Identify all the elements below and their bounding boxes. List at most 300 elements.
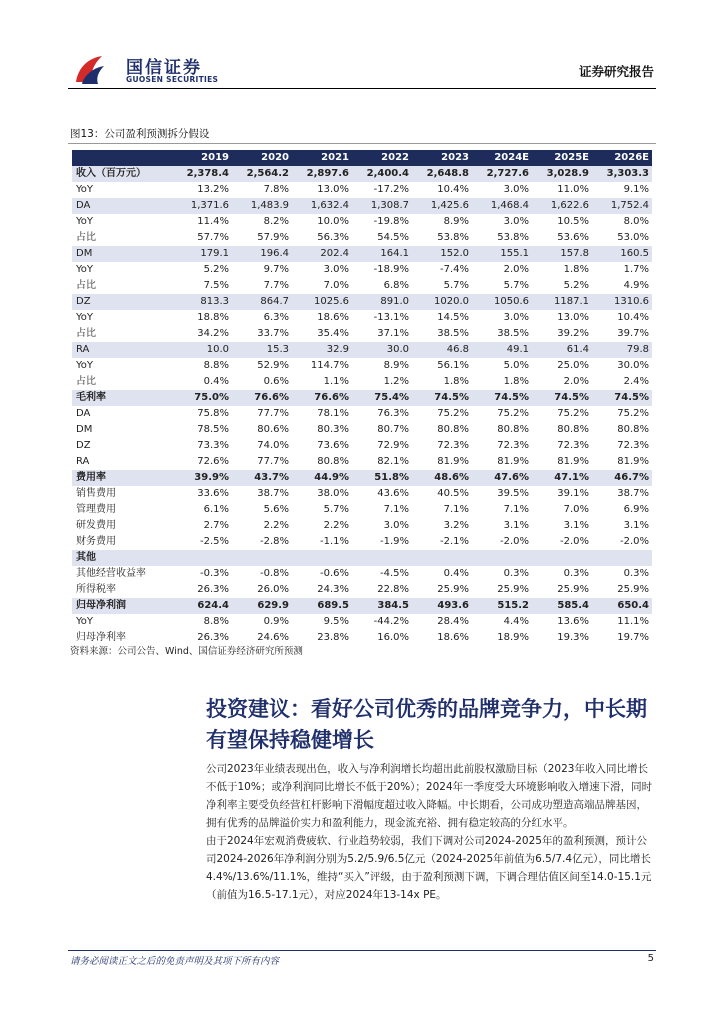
row-label: YoY [76,616,94,627]
row-label: YoY [76,360,94,371]
table-cell: 61.4 [532,342,592,358]
table-cell: 10.4% [437,184,469,195]
table-cell: 179.1 [172,246,232,262]
table-cell: 10.5% [557,216,589,227]
table-cell: 629.9 [232,598,292,614]
table-cell: 56.3% [317,232,349,243]
table-cell: 1.1% [323,376,349,387]
table-cell: 53.8% [437,232,469,243]
table-cell: 3.1% [503,520,529,531]
page-header [0,0,724,100]
table-cell: 0.3% [503,568,529,579]
figure-title: 图13：公司盈利预测拆分假设 [70,128,210,140]
table-row [72,486,652,502]
body-paragraph: 公司2023年业绩表现出色，收入与净利润增长均超出此前股权激励目标（2023年收入同比增长不低于10%；或净利润同比增长不低于20%）；2024年一季度受大环境影响收入增速下滑，同时净利率主要受负经营杠杆影响下滑幅度超过收入降幅。中长期看，公司成功塑造高端品牌基因，拥有优秀的品牌溢价实力和盈利能力，现金流充裕、拥有稳定较高的分红水平。 [206,763,653,829]
body-paragraph: 由于2024年宏观消费疲软、行业趋势较弱，我们下调对公司2024-2025年的盈利预测，预计公司2024-2026年净利润分别为5.2/5.9/6.5亿元（2024-2025年前值为6.5/7.4亿元），同比增长4.4%/13.6%/11.1%，维持“买入”评级，由于盈利预测下调，下调合理估值区间至14.0-15.1元（前值为16.5-17.1元），对应2024年13-14x PE。 [206,835,652,901]
table-cell: 54.5% [377,232,409,243]
table-cell: 24.3% [317,584,349,595]
table-cell: 78.1% [317,408,349,419]
table-cell: 34.2% [197,328,229,339]
footer-divider [68,950,656,951]
table-cell: 52.9% [257,360,289,371]
table-cell: -1.1% [319,536,349,547]
table-cell: 72.6% [197,456,229,467]
table-cell: 1.7% [623,264,649,275]
table-cell: -19.8% [373,216,409,227]
table-cell: 7.5% [203,280,229,291]
table-cell: 39.7% [617,328,649,339]
table-cell: 57.9% [257,232,289,243]
table-cell: 80.3% [317,424,349,435]
table-cell: 164.1 [352,246,412,262]
table-cell: 80.8% [437,424,469,435]
table-header-cell: 2019 [172,150,232,166]
row-label: 毛利率 [72,390,172,406]
table-cell: 515.2 [472,598,532,614]
section-heading: 投资建议：看好公司优秀的品牌竞争力，中长期有望保持稳健增长 [206,697,647,752]
header-divider [68,88,656,89]
table-cell: 38.5% [497,328,529,339]
table-cell: 38.7% [257,488,289,499]
table-cell: 1,752.4 [592,198,652,214]
table-row [72,262,652,278]
table-cell: 2,648.8 [412,166,472,182]
table-cell: 28.4% [437,616,469,627]
table-cell: 157.8 [532,246,592,262]
table-cell: 15.3 [232,342,292,358]
brand-name-en: GUOSEN SECURITIES [126,75,219,84]
table-cell: 30.0% [617,360,649,371]
table-cell: 81.9% [557,456,589,467]
table-cell: 81.9% [497,456,529,467]
table-cell: 26.3% [197,632,229,643]
row-label: YoY [76,264,94,275]
table-cell: 493.6 [412,598,472,614]
row-label: 其他 [72,550,172,566]
table-header-cell: 2023 [412,150,472,166]
table-cell: 46.7% [592,470,652,486]
table-cell: 7.0% [563,504,589,515]
table-cell: 585.4 [532,598,592,614]
table-cell: 7.8% [263,184,289,195]
table-cell: -0.3% [199,568,229,579]
table-cell: 10.4% [617,312,649,323]
table-cell: 25.9% [617,584,649,595]
table-cell: 7.1% [443,504,469,515]
table-cell: 1.8% [503,376,529,387]
table-cell: 47.6% [472,470,532,486]
table-row [72,374,652,390]
table-cell: 80.6% [257,424,289,435]
table-cell: 32.9 [292,342,352,358]
table-cell: 2.4% [623,376,649,387]
table-cell: 73.6% [317,440,349,451]
table-cell: 864.7 [232,294,292,310]
row-label: DZ [72,294,172,310]
table-row [72,566,652,582]
table-row [72,422,652,438]
table-cell: -0.6% [319,568,349,579]
table-cell: 78.5% [197,424,229,435]
table-cell: 80.8% [497,424,529,435]
table-cell: 81.9% [617,456,649,467]
table-cell: 18.6% [437,632,469,643]
table-row [72,518,652,534]
table-cell: 19.7% [617,632,649,643]
table-cell: 23.8% [317,632,349,643]
table-cell: 7.0% [323,280,349,291]
table-cell: 2,564.2 [232,166,292,182]
table-cell: 5.0% [503,360,529,371]
table-cell: 25.0% [557,360,589,371]
figure-source: 资料来源：公司公告、Wind、国信证券经济研究所预测 [70,646,303,657]
table-cell: 75.0% [172,390,232,406]
table-cell: 77.7% [257,408,289,419]
table-row [72,438,652,454]
row-label: DM [76,424,93,435]
table-cell: -44.2% [373,616,409,627]
table-cell: 7.7% [263,280,289,291]
table-row [72,598,652,614]
table-header-cell: 2022 [352,150,412,166]
forecast-table [72,150,652,646]
table-body [72,166,652,646]
row-label: YoY [76,216,94,227]
table-row [72,502,652,518]
table-header-cell: 2025E [532,150,592,166]
table-row [72,198,652,214]
table-cell: 30.0 [352,342,412,358]
table-cell: 72.3% [437,440,469,451]
table-cell: 1310.6 [592,294,652,310]
table-row [72,278,652,294]
table-cell: 2,400.4 [352,166,412,182]
table-cell: 11.4% [197,216,229,227]
table-cell: 56.1% [437,360,469,371]
table-cell: 114.7% [310,360,349,371]
row-label: 销售费用 [76,488,116,499]
row-label: 占比 [76,280,96,291]
table-cell: 5.7% [323,504,349,515]
table-cell: 81.9% [437,456,469,467]
table-cell: 37.1% [377,328,409,339]
row-label: 归母净利率 [76,632,126,643]
table-cell: 74.5% [472,390,532,406]
table-cell: 5.7% [503,280,529,291]
table-cell: 0.6% [263,376,289,387]
table-cell: 22.8% [377,584,409,595]
table-cell: 49.1 [472,342,532,358]
table-cell: 43.6% [377,488,409,499]
table-cell [172,550,232,566]
table-cell: 8.8% [203,360,229,371]
table-cell: 25.9% [557,584,589,595]
table-cell: 8.8% [203,616,229,627]
table-row [72,246,652,262]
table-cell: 9.7% [263,264,289,275]
table-row [72,310,652,326]
table-cell: 3,303.3 [592,166,652,182]
table-row [72,342,652,358]
table-cell: 51.8% [352,470,412,486]
table-cell: 57.7% [197,232,229,243]
table-cell: 7.1% [503,504,529,515]
table-row [72,614,652,630]
table-cell: 38.7% [617,488,649,499]
table-cell: 4.4% [503,616,529,627]
table-cell: 53.6% [557,232,589,243]
table-cell: 26.3% [197,584,229,595]
table-cell: 80.8% [317,456,349,467]
table-cell: 80.7% [377,424,409,435]
table-cell: 160.5 [592,246,652,262]
table-cell: 26.0% [257,584,289,595]
table-cell: 11.1% [617,616,649,627]
page-number: 5 [647,953,654,964]
table-cell [232,550,292,566]
row-label: DM [72,246,172,262]
table-cell: 72.3% [617,440,649,451]
table-cell: 10.0 [172,342,232,358]
table-cell [352,550,412,566]
table-cell: 13.0% [557,312,589,323]
table-cell: 10.0% [317,216,349,227]
table-cell: 2.2% [263,520,289,531]
table-cell: 46.8 [412,342,472,358]
table-cell: 35.4% [317,328,349,339]
table-cell: 9.5% [323,616,349,627]
table-cell: -2.8% [259,536,289,547]
table-cell: 3.1% [563,520,589,531]
table-cell: 39.9% [172,470,232,486]
table-cell: 5.2% [203,264,229,275]
table-cell: -2.5% [199,536,229,547]
table-cell: 44.9% [292,470,352,486]
table-cell: 18.8% [197,312,229,323]
table-cell: -17.2% [373,184,409,195]
table-header-corner [72,150,172,166]
table-cell: 1187.1 [532,294,592,310]
table-cell: 1,622.6 [532,198,592,214]
table-cell: 82.1% [377,456,409,467]
guosen-logo-icon [72,52,108,88]
table-cell: 1020.0 [412,294,472,310]
row-label: 管理费用 [76,504,116,515]
table-cell: 74.5% [592,390,652,406]
table-row [72,294,652,310]
table-header-cell: 2026E [592,150,652,166]
table-row [72,166,652,182]
table-cell: 3,028.9 [532,166,592,182]
table-header-row [72,150,652,166]
table-cell: -1.9% [379,536,409,547]
table-cell: -4.5% [379,568,409,579]
row-label: 归母净利润 [72,598,172,614]
table-row [72,390,652,406]
row-label: DZ [76,440,91,451]
table-row [72,582,652,598]
table-cell: 0.4% [203,376,229,387]
table-cell: 3.0% [383,520,409,531]
table-row [72,406,652,422]
table-cell: 689.5 [292,598,352,614]
table-cell: 2,378.4 [172,166,232,182]
table-cell: 73.3% [197,440,229,451]
table-cell [292,550,352,566]
table-cell: 1.8% [443,376,469,387]
table-cell: 2.0% [503,264,529,275]
table-cell: 4.9% [623,280,649,291]
row-label: RA [76,456,90,467]
table-cell: 13.6% [557,616,589,627]
table-cell: 152.0 [412,246,472,262]
table-cell: 8.9% [443,216,469,227]
table-cell: 2.7% [203,520,229,531]
row-label: YoY [76,312,94,323]
table-cell: 1,308.7 [352,198,412,214]
table-cell: 6.9% [623,504,649,515]
table-cell: 16.0% [377,632,409,643]
table-cell: -2.0% [499,536,529,547]
table-cell: 0.9% [263,616,289,627]
row-label: 费用率 [72,470,172,486]
table-cell: 6.3% [263,312,289,323]
figure-title-divider [68,143,656,144]
table-row [72,550,652,566]
row-label: 收入（百万元） [72,166,172,182]
table-cell: -18.9% [373,264,409,275]
table-cell: 5.6% [263,504,289,515]
table-cell: 2,727.6 [472,166,532,182]
table-cell: 40.5% [437,488,469,499]
table-cell: 6.8% [383,280,409,291]
table-cell: 8.2% [263,216,289,227]
table-cell: 25.9% [437,584,469,595]
table-row [72,454,652,470]
table-cell: 3.2% [443,520,469,531]
table-cell: 813.3 [172,294,232,310]
table-cell: 47.1% [532,470,592,486]
table-cell [412,550,472,566]
row-label: 研发费用 [76,520,116,531]
table-cell: 74.0% [257,440,289,451]
brand-name-cn: 国信证券 [126,58,202,78]
table-cell: 72.9% [377,440,409,451]
table-cell: 1.2% [383,376,409,387]
table-cell: 33.7% [257,328,289,339]
table-cell: 155.1 [472,246,532,262]
table-cell: -13.1% [373,312,409,323]
table-cell: 75.2% [617,408,649,419]
row-label: 其他经营收益率 [76,568,146,579]
table-cell: 1,371.6 [172,198,232,214]
table-cell: 48.6% [412,470,472,486]
table-cell: 18.6% [317,312,349,323]
table-cell: 3.1% [623,520,649,531]
table-cell: 79.8 [592,342,652,358]
table-row [72,358,652,374]
table-cell: 77.7% [257,456,289,467]
table-cell: 3.0% [503,312,529,323]
table-header-cell: 2021 [292,150,352,166]
table-row [72,182,652,198]
table-cell: 0.3% [563,568,589,579]
table-cell: 25.9% [497,584,529,595]
table-cell: 33.6% [197,488,229,499]
table-cell: 39.1% [557,488,589,499]
table-cell: 196.4 [232,246,292,262]
table-cell: 19.3% [557,632,589,643]
table-header-cell: 2020 [232,150,292,166]
table-cell: 75.8% [197,408,229,419]
table-cell [592,550,652,566]
table-cell: 75.2% [497,408,529,419]
table-cell: 650.4 [592,598,652,614]
table-cell: 7.1% [383,504,409,515]
table-cell: 2.2% [323,520,349,531]
table-cell: 43.7% [232,470,292,486]
table-cell: 75.2% [557,408,589,419]
row-label: 占比 [76,328,96,339]
table-cell: 38.0% [317,488,349,499]
table-row [72,214,652,230]
table-row [72,326,652,342]
table-cell: 1,468.4 [472,198,532,214]
table-cell: 3.0% [323,264,349,275]
table-cell: 1025.6 [292,294,352,310]
table-cell: 74.5% [412,390,472,406]
table-cell: 0.4% [443,568,469,579]
table-cell [532,550,592,566]
table-cell: 1,632.4 [292,198,352,214]
table-cell: 72.3% [557,440,589,451]
table-cell: 72.3% [497,440,529,451]
table-row [72,470,652,486]
table-cell: 5.2% [563,280,589,291]
table-cell: 0.3% [623,568,649,579]
table-cell: 53.8% [497,232,529,243]
table-cell: 3.0% [503,184,529,195]
row-label: 占比 [76,232,96,243]
table-cell: 384.5 [352,598,412,614]
table-cell: 18.9% [497,632,529,643]
row-label: 财务费用 [76,536,116,547]
table-cell: -2.1% [439,536,469,547]
section-body [206,760,656,904]
table-cell [472,550,532,566]
table-cell: 39.5% [497,488,529,499]
table-cell: -2.0% [559,536,589,547]
table-cell: 75.4% [352,390,412,406]
table-cell: 2.0% [563,376,589,387]
table-cell: 80.8% [557,424,589,435]
row-label: DA [76,408,91,419]
disclaimer-note: 请务必阅读正文之后的免责声明及其项下所有内容 [70,956,280,967]
table-cell: 1050.6 [472,294,532,310]
table-cell: -2.0% [619,536,649,547]
row-label: 占比 [76,376,96,387]
table-cell: 74.5% [532,390,592,406]
table-cell: 891.0 [352,294,412,310]
table-row [72,534,652,550]
table-cell: 9.1% [623,184,649,195]
table-cell: 14.5% [437,312,469,323]
table-cell: -7.4% [439,264,469,275]
table-cell: 202.4 [292,246,352,262]
table-cell: 1,425.6 [412,198,472,214]
table-cell: 76.6% [292,390,352,406]
table-cell: 39.2% [557,328,589,339]
